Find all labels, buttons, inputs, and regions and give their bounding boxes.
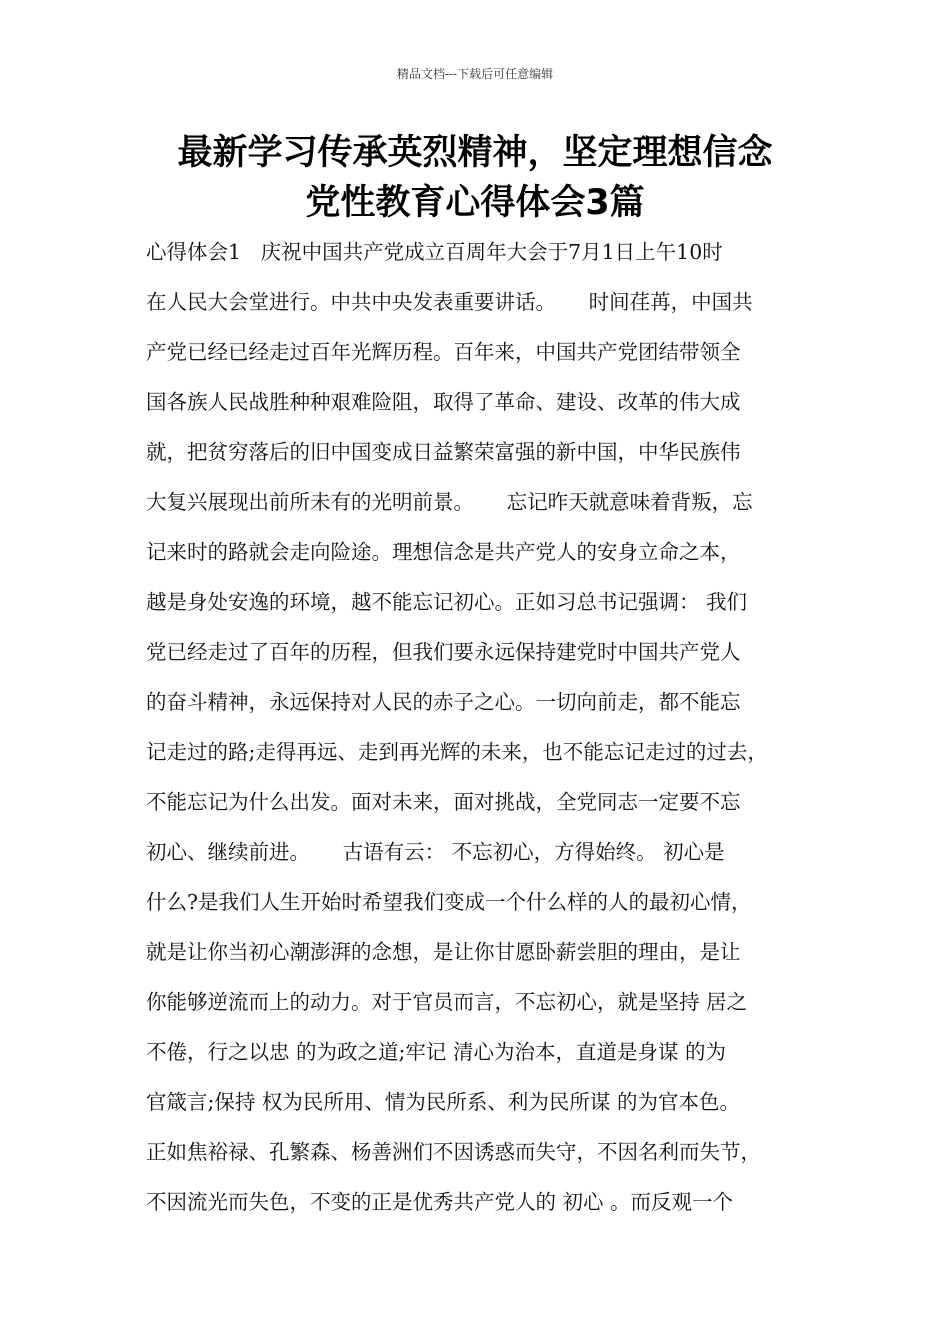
body-line: 党已经走过了百年的历程，但我们要永远保持建党时中国共产党人 (146, 640, 741, 664)
body-line: 心得体会1 庆祝中国共产党成立百周年大会于7月1日上午10时 (146, 240, 723, 264)
body-line: 记来时的路就会走向险途。理想信念是共产党人的安身立命之本， (146, 540, 741, 564)
body-text (146, 230, 836, 1230)
body-line: 不能忘记为什么出发。面对未来，面对挑战，全党同志一定要不忘 (146, 790, 741, 814)
body-line: 什么?是我们人生开始时希望我们变成一个什么样的人的最初心情， (146, 890, 752, 914)
body-line: 在人民大会堂进行。中共中央发表重要讲话。 时间荏苒，中国共 (146, 290, 753, 314)
body-line: 正如焦裕禄、孔繁森、杨善洲们不因诱惑而失守，不因名利而失节， (146, 1140, 761, 1164)
body-line: 大复兴展现出前所未有的光明前景。 忘记昨天就意味着背叛，忘 (146, 490, 753, 514)
body-line: 就，把贫穷落后的旧中国变成日益繁荣富强的新中国，中华民族伟 (146, 440, 741, 464)
body-line: 记走过的路;走得再远、走到再光辉的未来，也不能忘记走过的过去， (146, 740, 768, 764)
body-line: 越是身处安逸的环境，越不能忘记初心。正如习总书记强调： 我们 (146, 590, 748, 614)
title-line-1: 最新学习传承英烈精神，坚定理想信念 (177, 133, 773, 173)
body-line: 不倦，行之以忠 的为政之道;牢记 清心为治本，直道是身谋 的为 (146, 1040, 726, 1064)
body-line: 初心、继续前进。 古语有云： 不忘初心，方得始终。 初心是 (146, 840, 725, 864)
body-line: 的奋斗精神，永远保持对人民的赤子之心。一切向前走，都不能忘 (146, 690, 741, 714)
body-line: 就是让你当初心潮澎湃的念想，是让你甘愿卧薪尝胆的理由，是让 (146, 940, 741, 964)
body-line: 官箴言;保持 权为民所用、情为民所系、利为民所谋 的为官本色。 (146, 1090, 740, 1114)
page-header: 精品文档---下载后可任意编辑 (396, 67, 554, 81)
document-title (0, 128, 950, 228)
body-line: 你能够逆流而上的动力。对于官员而言，不忘初心，就是坚持 居之 (146, 990, 748, 1014)
body-line: 国各族人民战胜种种艰难险阻，取得了革命、建设、改革的伟大成 (146, 390, 741, 414)
title-line-2: 党性教育心得体会3篇 (305, 183, 645, 223)
body-line: 产党已经已经走过百年光辉历程。百年来，中国共产党团结带领全 (146, 340, 741, 364)
body-line: 不因流光而失色，不变的正是优秀共产党人的 初心 。而反观一个 (146, 1190, 734, 1214)
